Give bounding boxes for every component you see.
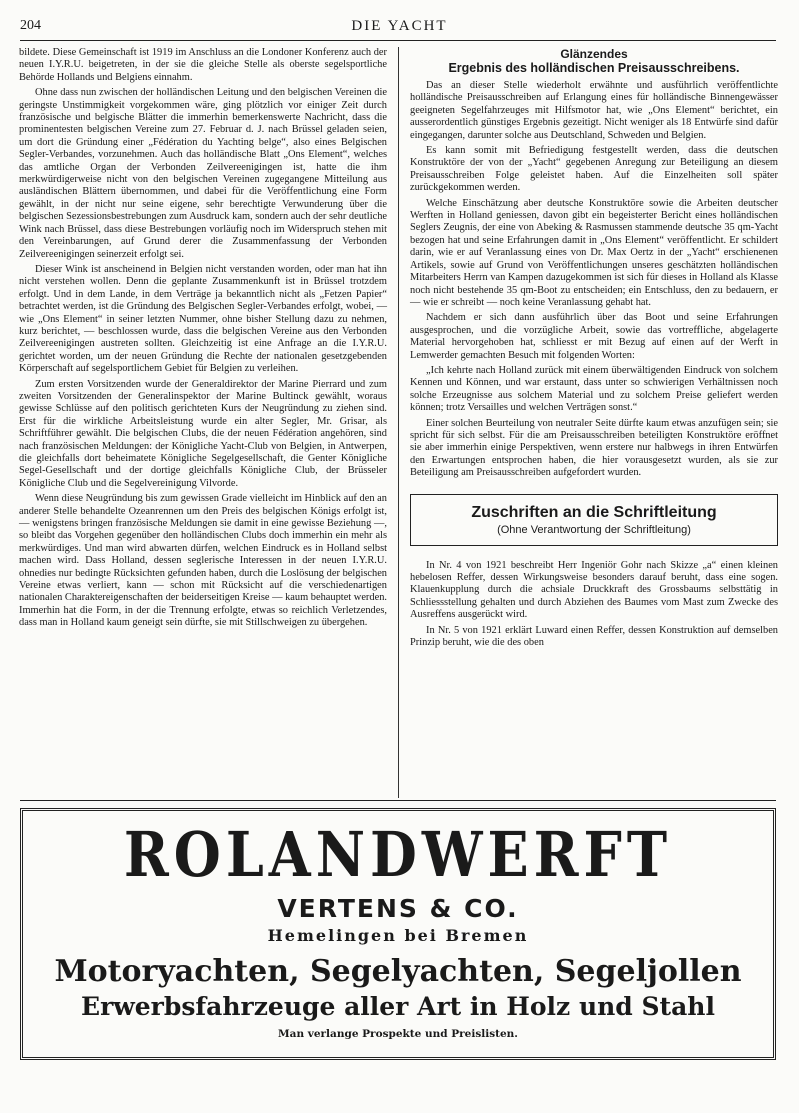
left-paragraph: Zum ersten Vorsitzenden wurde der Generaldirektor der Marine Pierrard und zum zweiten Vorsitzenden der Generalinspektor der Marine Bultinck gewählt, woraus gewisse Schlüsse auf den politisch gerichteten Kurs der Neugründung zu ziehen sind. Erst für die wirkliche Arbeitsleistung wurde ein alter Segler, Mr. Grisar, als Schriftführer gewählt. Die belgischen Clubs, die der neuen Fédération angehören, sind nach französischen Meldungen: der Königliche Yacht-Club von Belgien, in Antwerpen, die gleichfalls dort beheimatete Königliche Segelgesellschaft, die Genter Königliche Segel-Gesellschaft und der dortige gleichfalls Königliche Club, der Brüsseler Königliche Club und die Segelvereinigung Vilvorde. <box>19 378 387 489</box>
page-number: 204 <box>20 18 41 33</box>
letters-section-subtitle: (Ohne Verantwortung der Schriftleitung) <box>497 523 691 536</box>
left-paragraph: Wenn diese Neugründung bis zum gewissen Grade vielleicht im Hinblick auf den an anderer Stelle behandelte Ozeanrennen um den Preis des belgischen Königs erfolgt ist, — wenigstens bringen französische Meldungen sie damit in eine gewisse Beziehung —, so bleibt das Vorgehen gegenüber den holländischen Clubs doch immerhin ein mehr als merkwürdiges. Und man wird abwarten dürfen, welchen Eindruck es in Holland selbst machen wird. Dass Holland, dessen seglerische Interessen in der neuen I.Y.R.U. ohnedies nur bedingte Rücksichten gefunden haben, durch die Loslösung der belgischen Vereine etwas verliert, kann — schon mit Rücksicht auf die verschiedenartigen nationalen Charaktereigenschaften der beiderseitigen Kreise — kaum behauptet werden. Immerhin hat die Form, in der die Trennung erfolgte, etwas so reichlich Verletzendes, dass man in Holland kaum geneigt sein dürfte, sie mit Stillschweigen zu übergehen. <box>19 493 387 629</box>
ad-firm-name: VERTENS & CO. <box>277 894 519 923</box>
ad-products-line: Motoryachten, Segelyachten, Segeljollen <box>54 954 742 989</box>
letters-section-box <box>410 494 778 546</box>
header-rule <box>20 40 776 41</box>
advertisement <box>20 808 776 1060</box>
advertisement-rule <box>20 800 776 801</box>
left-column <box>19 47 387 633</box>
left-paragraph: bildete. Diese Gemeinschaft ist 1919 im Anschluss an die Londoner Konferenz auch der neuen I.Y.R.U. beigetreten, in der sie die gleiche Stelle als oberste segelsportliche Behörde Hollands und Belgiens einnahm. <box>19 47 387 83</box>
right-column <box>410 47 778 652</box>
ad-vessels-line: Erwerbsfahrzeuge aller Art in Holz und Stahl <box>81 992 715 1021</box>
left-paragraph: Dieser Wink ist anscheinend in Belgien nicht verstanden worden, oder man hat ihn nicht verstehen wollen. Denn die geplante Zusammenkunft ist in Brüssel trotzdem erfolgt. Und in dem Lande, in dem Verträge ja bekanntlich nicht als „Fetzen Papier“ betrachtet werden, ist die Gründung des Belgischen Segler-Verbandes erfolgt, wobei, — wie „Ons Element“ in seiner letzten Nummer, ohne bisher Stellung dazu zu nehmen, kurz berichtet, — beschlossen wurde, dass die belgischen Vereine aus den Verbonden Zeilvereenigingen austreten sollten. Gleichzeitig ist eine Anfrage an die I.Y.R.U. gerichtet worden, um der neuen Gründung die Rechte der nationalen gesetzgebenden Körperschaft auf segelsportlichem Gebiet für Belgien zu verleihen. <box>19 263 387 375</box>
letter-paragraph: In Nr. 5 von 1921 erklärt Luward einen Reffer, dessen Konstruktion auf demselben Prinzip beruht, wie die des oben <box>410 624 778 649</box>
ad-note: Man verlange Prospekte und Preislisten. <box>278 1028 518 1040</box>
letters-section-title: Zuschriften an die Schriftleitung <box>471 503 717 521</box>
left-paragraph: Ohne dass nun zwischen der holländischen Leitung und den belgischen Vereinen die geringste Unstimmigkeit vorgekommen wäre, ging plötzlich vor einiger Zeit durch französische und belgische Blätter die immerhin bemerkenswerte Nachricht, dass die prominentesten belgischen Vereine zum 27. Februar d. J. nach Brüssel geladen seien, um dort die Gründung einer „Fédération du Yachting belge“, also eines Belgischen Segler-Verbandes, vorzunehmen. Auch das holländische Blatt „Ons Element“, welches das amtliche Organ der Verbonden Zeilvereenigingen ist, hatte die ihm merkwürdigerweise nicht von den belgischen Vereinen zugegangene Mitteilung aus ausländischen Blättern übernommen, und dabei für die Veröffentlichung eine Form gewählt, in der nicht nur seine eigene, sehr berechtigte Verwunderung über die belgischen Sezessionsbestrebungen zum Ausdruck kam, sondern auch der sehr deutliche Wink nach Brüssel, dass diese Bestrebungen vorläufig noch im Widerspruch stehen mit den Vereinbarungen, auf Grund derer die Zusammenfassung der Verbonden Zeilvereenigingen seinerzeit erfolgt sei. <box>19 87 387 260</box>
running-title: DIE YACHT <box>351 18 448 34</box>
right-paragraph: Es kann somit mit Befriedigung festgestellt werden, dass die deutschen Konstruktöre der von der „Yacht“ gegebenen Anregung zur Beteiligung an diesem Preisausschreiben Folge geleistet haben. Auf die Einzelheiten soll später zurückgekommen werden. <box>410 145 778 194</box>
right-paragraph: Das an dieser Stelle wiederholt erwähnte und ausführlich veröffentlichte holländische Preisausschreiben auf Erlangung eines für holländische Binnengewässer geeigneten Segelfahrzeuges mit Hilfsmotor hat, wie „Ons Element“ berichtet, ein ausserordentlich günstiges Ergebnis gezeitigt. Nicht weniger als 18 Entwürfe sind dafür eingegangen, darunter solche aus Deutschland, Schweden und Belgien. <box>410 80 778 141</box>
letter-paragraph: In Nr. 4 von 1921 beschreibt Herr Ingeniör Gohr nach Skizze „a“ einen kleinen hebelosen Reffer, dessen Wirkungsweise besonders darauf beruht, dass eine sogen. Klauenkupplung durch die achsiale Druckkraft des Grossbaums selbsttätig in Schliessstellung gehalten und durch Abziehen des Baumes vom Mast zum Zwecke des Ausreffens ausgerückt wird. <box>410 559 778 621</box>
right-paragraph: Nachdem er sich dann ausführlich über das Boot und seine Erfahrungen ausgesprochen, und die vorzügliche Arbeit, sowie das vortreffliche, abgelagerte Material hervorgehoben hat, schliesst er mit Bezug auf einen auf der Werft in Lemwerder gemachten Besuch mit folgenden Worten: <box>410 312 778 361</box>
right-paragraph: Welche Einschätzung aber deutsche Konstruktöre sowie die Arbeiten deutscher Werften in Holland geniessen, davon gibt ein begeisterter Bericht eines holländischen Seglers Zeugnis, der eine von Abeking & Rasmussen stammende deutsche 35 qm-Yacht bezogen hat und seine Erfahrungen damit in „Ons Element“ veröffentlicht. Er schildert darin, wie er auf Veranlassung eines von Dr. Max Oertz in der „Yacht“ erschienenen Artikels, sowie auf Grund von Veröffentlichungen unseres geschätzten holländischen Mitarbeiters Herrn van Kampen dazugekommen ist sich für dieses in Holland als Klasse noch nicht bestehende 35 qm-Boot zu entscheiden; ein Entschluss, den zu bedauern, er — wie er schreibt — noch keine Veranlassung gehabt hat. <box>410 197 778 308</box>
article-subtitle: Ergebnis des holländischen Preisausschreibens. <box>448 61 740 75</box>
ad-location: Hemelingen bei Bremen <box>267 926 529 945</box>
column-divider <box>398 47 399 798</box>
ad-company-name: ROLANDWERFT <box>123 817 673 891</box>
quoted-paragraph: „Ich kehrte nach Holland zurück mit einem überwältigenden Eindruck von solchem Kennen und Können, und war erstaunt, dass unter so schwierigen Verhältnissen noch solche Erzeugnisse aus solchem Material und zu solchem Preise geliefert werden können; trotz Versailles und welchen Verträgen sonst.“ <box>410 364 778 414</box>
article-title: Glänzendes <box>560 47 628 61</box>
right-paragraph: Einer solchen Beurteilung von neutraler Seite dürfte kaum etwas anzufügen sein; sie spricht für sich selbst. Für die am Preisausschreiben beteiligten Konstruktöre eröffnet sie aber immerhin einige Perspektiven, wenn erstere nur halbwegs in ihren Entwürfen den Erwartungen entsprochen haben, die hier vorausgesetzt wurden, als sie zur Beteiligung am Preisausschreiben aufgefordert wurden. <box>410 417 778 479</box>
page-header <box>20 18 779 40</box>
